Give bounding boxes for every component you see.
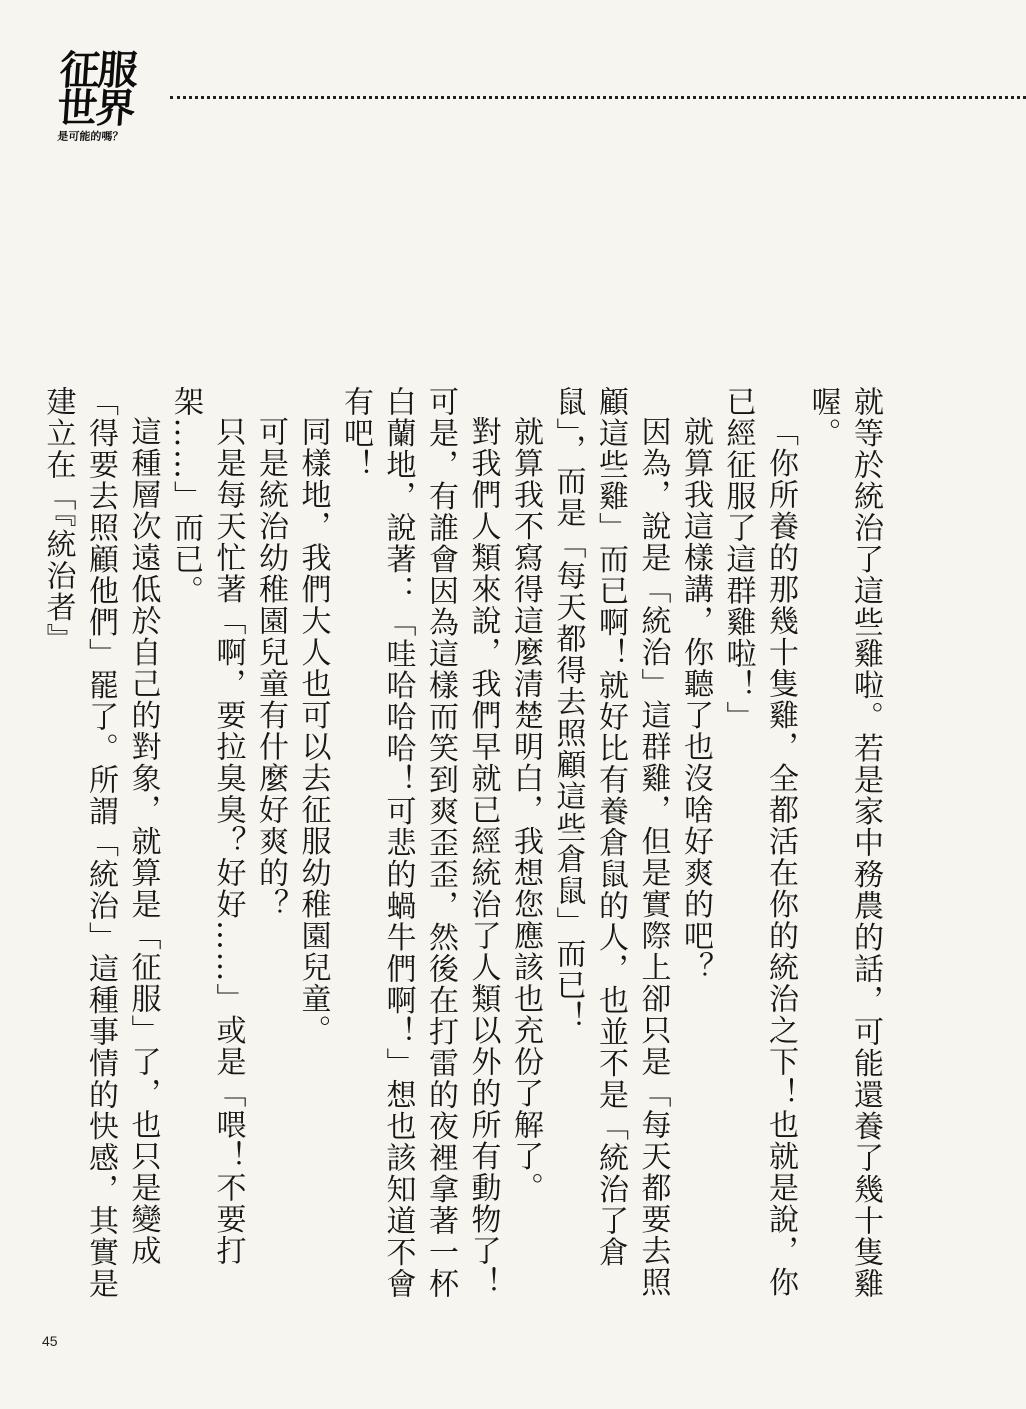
paragraph: 就算我這樣講，你聽了也沒啥好爽的吧？ [678, 416, 713, 983]
paragraph: 只是每天忙著「啊，要拉臭臭？好好……」或是「喂！不要打架……」而已。 [168, 386, 246, 1267]
paragraph: 這種層次遠低於自己的對象，就算是「征服」了，也只是變成「得要去照顧他們」罷了。所謂「統治」這種事情的快感，其實是建立在「『統治者』 [40, 386, 161, 1300]
page-header [55, 48, 1026, 162]
logo-line-2: 世界 [55, 86, 135, 132]
paragraph: 同樣地，我們大人也可以去征服幼稚園兒童。 [295, 416, 331, 1046]
logo-line-1: 征服 [58, 48, 138, 94]
paragraph: 因為，說是「統治」這群雞，但是實際上卻只是「每天都要去照顧這些雞」而已啊！就好比有養倉鼠的人，也並不是「統治了倉鼠」，而是「每天都得去照顧這些倉鼠」而已！ [550, 386, 671, 1298]
header-dotted-rule [170, 96, 1026, 99]
paragraph: 「你所養的那幾十隻雞，全都活在你的統治之下！也就是說，你已經征服了這群雞啦！」 [720, 386, 798, 1298]
book-title-logo [55, 48, 181, 144]
paragraph: 可是統治幼稚園兒童有什麼好爽的？ [253, 416, 288, 920]
logo-subtitle: 是可能的嗎？ [56, 130, 124, 143]
paragraph: 就等於統治了這些雞啦。若是家中務農的話，可能還養了幾十隻雞喔。 [805, 386, 883, 1300]
body-text [40, 386, 886, 1326]
page-number: 45 [42, 1333, 58, 1349]
paragraph: 就算我不寫得這麼清楚明白，我想您應該也充份了解了。 [508, 416, 543, 1204]
paragraph: 對我們人類來說，我們早就已經統治了人類以外的所有動物了！可是，有誰會因為這樣而笑到爽歪歪，然後在打雷的夜裡拿著一杯白蘭地，說著：「哇哈哈哈！可悲的蝸牛們啊！」想也該知道不會有吧！ [338, 386, 501, 1300]
